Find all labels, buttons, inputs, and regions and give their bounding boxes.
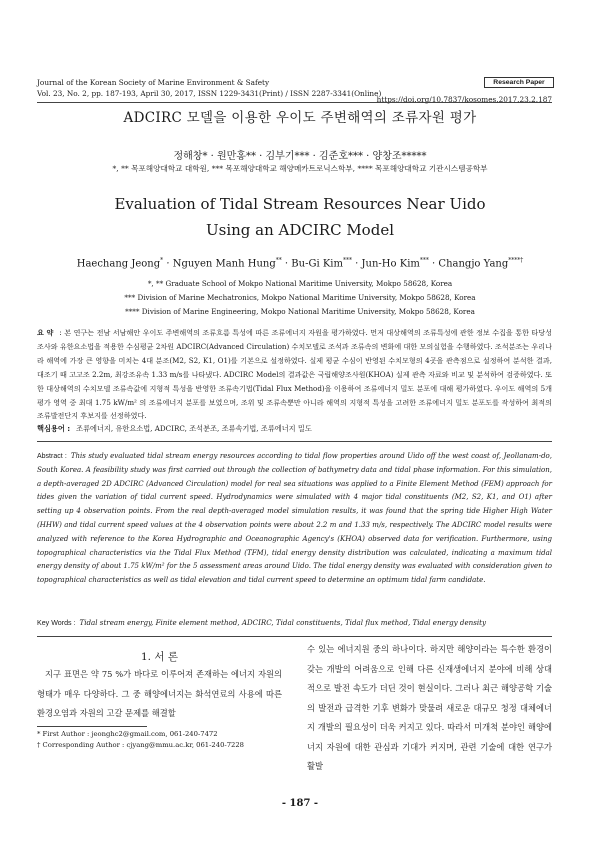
english-authors: Haechang Jeong* · Nguyen Manh Hung** · Bu-Gi Kim*** · Jun-Ho Kim*** · Changjo Yang****† — [76, 257, 524, 270]
english-abstract-label: Abstract : — [37, 453, 67, 460]
journal-volume: Vol. 23, No. 2, pp. 187-193, April 30, 2017, ISSN 1229-3431(Print) / ISSN 2287-3341(Online) — [37, 89, 382, 98]
section-heading: 1. 서 론 — [141, 651, 178, 663]
author-name: Bu-Gi Kim — [291, 258, 343, 270]
english-affiliation-1: *, ** Graduate School of Mokpo National Maritime University, Mokpo 58628, Korea — [147, 279, 453, 288]
english-title-line1: Evaluation of Tidal Stream Resources Near Uido — [114, 195, 486, 213]
korean-affiliation: *, ** 목포해양대학교 대학원, *** 목포해양대학교 해양메카트로닉스학부, **** 목포해양대학교 기관시스템공학부 — [112, 164, 488, 173]
english-keywords-text: Tidal stream energy, Finite element method, ADCIRC, Tidal constituents, Tidal flux method, Tidal energy density — [79, 618, 486, 627]
author-mark: ****† — [508, 257, 524, 264]
english-title — [0, 191, 600, 243]
english-abstract-text: This study evaluated tidal stream energy resources according to tidal flow properties around Uido off the west coast of, Jeollanam-do, South Korea. A feasibility study was first carried out through the collection of bathymetry data and tidal phase information. For this simulation, a depth-averaged 2D ADCIRC (Advanced Circulation) model for real sea situations was applied to a Finite Element Method (FEM) approach for tides given the variation of tidal current speed. Hydrodynamics were simulated with 4 major tidal constituents (M2, S2, K1, and O1) after setting up 4 observation points. From the real depth-averaged model simulation results, it was found that the spring tide Higher High Water (HHW) and tidal current speed values at the 4 observation points were about 2.2 m and 1.33 m/s, respectively. The ADCIRC model results were analyzed with reference to the Korea Hydrographic and Oceanographic Agency's (KHOA) observed data for verification. Furthermore, using topographical characteristics via the Tidal Flux Method (TFM), tidal energy density distribution was calculated, indicating a maximum tidal energy density of about 1.75 kW/m² for the 5 assessment areas around Uido. The tidal energy density was evaluated with consideration given to topographical characteristics as well as tidal elevation and tidal current speed to determine an optimum tidal farm candidate. — [37, 452, 552, 585]
english-title-line2: Using an ADCIRC Model — [205, 221, 394, 239]
keywords-divider — [37, 636, 552, 637]
author-name: Haechang Jeong — [76, 258, 161, 270]
author-name: Changjo Yang — [438, 258, 509, 270]
author-mark: *** — [342, 257, 352, 264]
journal-info — [37, 77, 381, 99]
korean-abstract-text: : 본 연구는 전남 서남해안 우이도 주변해역의 조류흐름 특성에 따른 조류에너지 자원을 평가하였다. 먼저 대상해역의 조류특성에 관한 정보 수집을 통한 타당성 조사와 유한요소법을 적용한 수심평균 2차원 ADCIRC(Advanced Circulation) 수치모델로 조석과 조류속의 변화에 대한 모의실험을 수행하였다. 조석분조는 우리나라 해역에 가장 큰 영향을 미치는 4대 분조(M2, S2, K1, O1)를 기본으로 설정하였다. 실제 평균 수심이 반영된 수치모형의 4곳을 관측점으로 설정하여 분석한 결과, 대조기 때 고고조 2.2m, 최강조유속 1.33 m/s를 나타냈다. ADCIRC Model의 결과값은 국립해양조사원(KHOA) 실제 관측 자료와 비교 및 분석하여 검증하였다. 또한 대상해역의 수치모델 조류속값에 지형적 특성을 반영한 조류속기법(Tidal Flux Method)을 이용하여 조류에너지 밀도 분포에 대해 평가하였다. 우이도 해역의 5개 평가 영역 중 최대 1.75 kW/m² 의 조류에너지 분포를 보였으며, 조위 및 조류속뿐만 아니라 해역의 지형적 특성을 고려한 조류에너지 밀도 분포도를 작성하여 최적의 조류발전단지 후보지를 선정하였다. — [37, 328, 552, 421]
korean-abstract — [37, 326, 552, 423]
english-keywords-label: Key Words : — [37, 619, 76, 627]
english-abstract — [37, 450, 552, 588]
author-mark: ** — [275, 257, 282, 264]
author-name: Nguyen Manh Hung — [172, 258, 276, 270]
header-divider — [37, 102, 552, 103]
doi-link[interactable]: https://doi.org/10.7837/kosomes.2017.23.2.187 — [376, 95, 552, 104]
english-affiliation-3: **** Division of Marine Engineering, Mokpo National Maritime University, Mokpo 58628, Korea — [125, 307, 475, 316]
english-keywords — [37, 618, 552, 627]
corresponding-author-note: † Corresponding Author : cjyang@mmu.ac.kr, 061-240-7228 — [37, 741, 244, 749]
research-paper-badge: Research Paper — [484, 77, 554, 88]
footnote-divider — [37, 726, 147, 727]
korean-keywords-label: 핵심용어 : — [37, 424, 71, 433]
author-mark: *** — [419, 257, 429, 264]
intro-right-column: 수 있는 에너지원 중의 하나이다. 하지만 해양이라는 특수한 환경이 갖는 개발의 어려움으로 인해 다른 신재생에너지 분야에 비해 상대적으로 발전 속도가 더딘 것이 현실이다. 그러나 최근 해양공학 기술의 발전과 급격한 기후 변화가 맞물려 새로운 대규모 청정 대체에너지 개발의 필요성이 더욱 커지고 있다. 따라서 미개척 분야인 해양에너지 자원에 대한 관심과 기대가 커지며, 관련 기술에 대한 연구가 활발 — [307, 644, 552, 771]
korean-abstract-label: 요 약 — [37, 328, 54, 337]
abstract-divider — [37, 441, 552, 442]
english-affiliation-2: *** Division of Marine Mechatronics, Mokpo National Maritime University, Mokpo 58628, Korea — [124, 293, 476, 302]
page-number: - 187 - — [281, 798, 319, 809]
korean-keywords-text: 조류에너지, 유한요소법, ADCIRC, 조석분조, 조류속기법, 조류에너지 밀도 — [76, 424, 312, 433]
author-name: Jun-Ho Kim — [361, 258, 420, 270]
korean-title: ADCIRC 모델을 이용한 우이도 주변해역의 조류자원 평가 — [123, 110, 477, 126]
korean-keywords — [37, 424, 552, 434]
intro-left-column: 지구 표면은 약 75 %가 바다로 이루어져 존재하는 에너지 자원의 형태가 매우 다양하다. 그 중 해양에너지는 화석연료의 사용에 따른 환경오염과 자원의 고갈 문제를 해결할 — [37, 669, 282, 718]
footnotes — [37, 729, 244, 751]
author-mark: * — [160, 257, 164, 264]
journal-name: Journal of the Korean Society of Marine Environment & Safety — [37, 78, 270, 87]
korean-authors: 정해창* · 원만홍** · 김부기*** · 김준호*** · 양창조***** — [173, 151, 427, 162]
first-author-note: * First Author : jeonghc2@gmail.com, 061-240-7472 — [37, 730, 218, 738]
